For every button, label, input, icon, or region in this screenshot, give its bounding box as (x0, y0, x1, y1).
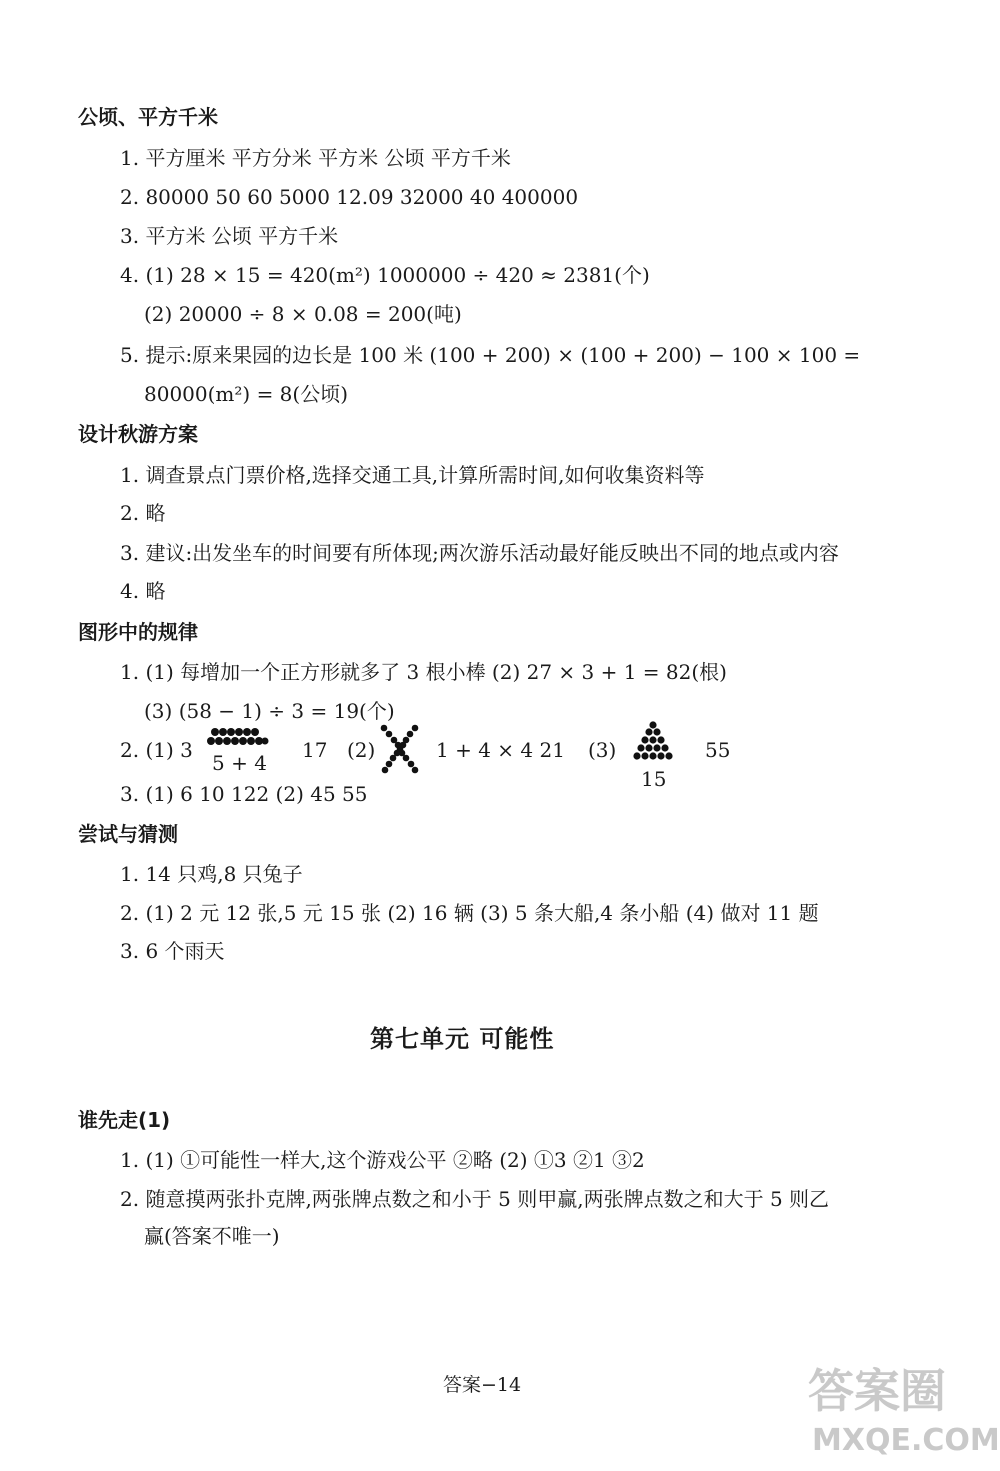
dot (400, 742, 407, 749)
figure-a-label: 2. (1) 3 (120, 738, 193, 762)
answer-line: 3. 6 个雨天 (120, 939, 225, 963)
dot (390, 755, 397, 762)
dot (653, 744, 660, 751)
answer-line: 3. (1) 6 10 122 (2) 45 55 (120, 782, 368, 806)
dot (665, 752, 672, 759)
figure-b-value: 1 + 4 × 4 21 (436, 738, 565, 762)
answer-line: 1. 调查景点门票价格,选择交通工具,计算所需时间,如何收集资料等 (120, 463, 705, 487)
answer-line: 1. (1) 每增加一个正方形就多了 3 根小棒 (2) 27 × 3 + 1 = 82(根) (120, 660, 727, 684)
dot (227, 728, 235, 736)
answer-line: 赢(答案不唯一) (144, 1224, 280, 1248)
dot (407, 731, 414, 738)
dot (247, 737, 255, 745)
dot (657, 736, 664, 743)
dot (382, 767, 389, 774)
dot (219, 728, 227, 736)
answer-line: 80000(m²) = 8(公顷) (144, 382, 349, 406)
dot (633, 752, 640, 759)
dot (386, 761, 393, 768)
answer-line: (3) (58 − 1) ÷ 3 = 19(个) (144, 699, 395, 723)
section-title: 公顷、平方千米 (78, 105, 218, 129)
answer-line: 2. 随意摸两张扑克牌,两张牌点数之和小于 5 则甲赢,两张牌点数之和大于 5 则乙 (120, 1187, 830, 1211)
dot (243, 728, 251, 736)
section-title: 图形中的规律 (78, 620, 198, 644)
dot (649, 721, 656, 728)
dot (412, 767, 419, 774)
figure-c-caption: 15 (641, 767, 667, 791)
dot (661, 744, 668, 751)
dot (211, 728, 219, 736)
answer-line: 1. 14 只鸡,8 只兔子 (120, 862, 303, 886)
figure-a-value: 17 (302, 738, 328, 762)
answer-line: 2. 略 (120, 501, 166, 525)
dot-cross-figure (380, 724, 420, 774)
section-title: 设计秋游方案 (78, 422, 198, 446)
dot (235, 728, 243, 736)
figure-a-caption: 5 + 4 (212, 751, 267, 775)
dot (239, 737, 247, 745)
dot (641, 752, 648, 759)
answer-line: (2) 20000 ÷ 8 × 0.08 = 200(吨) (144, 302, 462, 326)
dot (403, 755, 410, 762)
dot (641, 736, 648, 743)
figure-c-label: (3) (588, 738, 617, 762)
dot (381, 725, 388, 732)
answer-line: 3. 平方米 公顷 平方千米 (120, 224, 339, 248)
answer-line: 4. 略 (120, 579, 166, 603)
dot (653, 728, 660, 735)
answer-line: 1. 平方厘米 平方分米 平方米 公顷 平方千米 (120, 146, 511, 170)
dot (386, 731, 393, 738)
section-title: 谁先走(1) (78, 1108, 171, 1132)
dot (262, 738, 269, 745)
watermark-url: MXQE.COM (812, 1423, 1000, 1458)
dot (649, 736, 656, 743)
figure-b-label: (2) (347, 738, 376, 762)
dot-triangle-figure (631, 720, 675, 764)
watermark-logo: 答案圈 (808, 1364, 946, 1418)
section-title: 尝试与猜测 (78, 822, 178, 846)
answer-line: 2. (1) 2 元 12 张,5 元 15 张 (2) 16 辆 (3) 5 条大船,4 条小船 (4) 做对 11 题 (120, 901, 819, 925)
dot (408, 761, 415, 768)
figure-c-value: 55 (705, 738, 731, 762)
dot (637, 744, 644, 751)
dot (231, 737, 239, 745)
dot (215, 737, 223, 745)
page-number: 答案−14 (443, 1374, 522, 1396)
answer-line: 2. 80000 50 60 5000 12.09 32000 40 400000 (120, 185, 579, 209)
answer-line: 1. (1) ①可能性一样大,这个游戏公平 ②略 (2) ①3 ②1 ③2 (120, 1148, 645, 1172)
dot (645, 728, 652, 735)
dot (645, 744, 652, 751)
dot (657, 752, 664, 759)
dot (207, 737, 215, 745)
chapter-title: 第七单元 可能性 (370, 1025, 555, 1053)
dot-row-figure (207, 727, 269, 749)
dot (649, 752, 656, 759)
dot (412, 725, 419, 732)
answer-line: 5. 提示:原来果园的边长是 100 米 (100 + 200) × (100 + 200) − 100 × 100 = (120, 343, 861, 367)
dot (223, 737, 231, 745)
answer-line: 4. (1) 28 × 15 = 420(m²) 1000000 ÷ 420 ≈ 2381(个) (120, 263, 650, 287)
dot (251, 728, 259, 736)
answer-line: 3. 建议:出发坐车的时间要有所体现;两次游乐活动最好能反映出不同的地点或内容 (120, 541, 839, 565)
